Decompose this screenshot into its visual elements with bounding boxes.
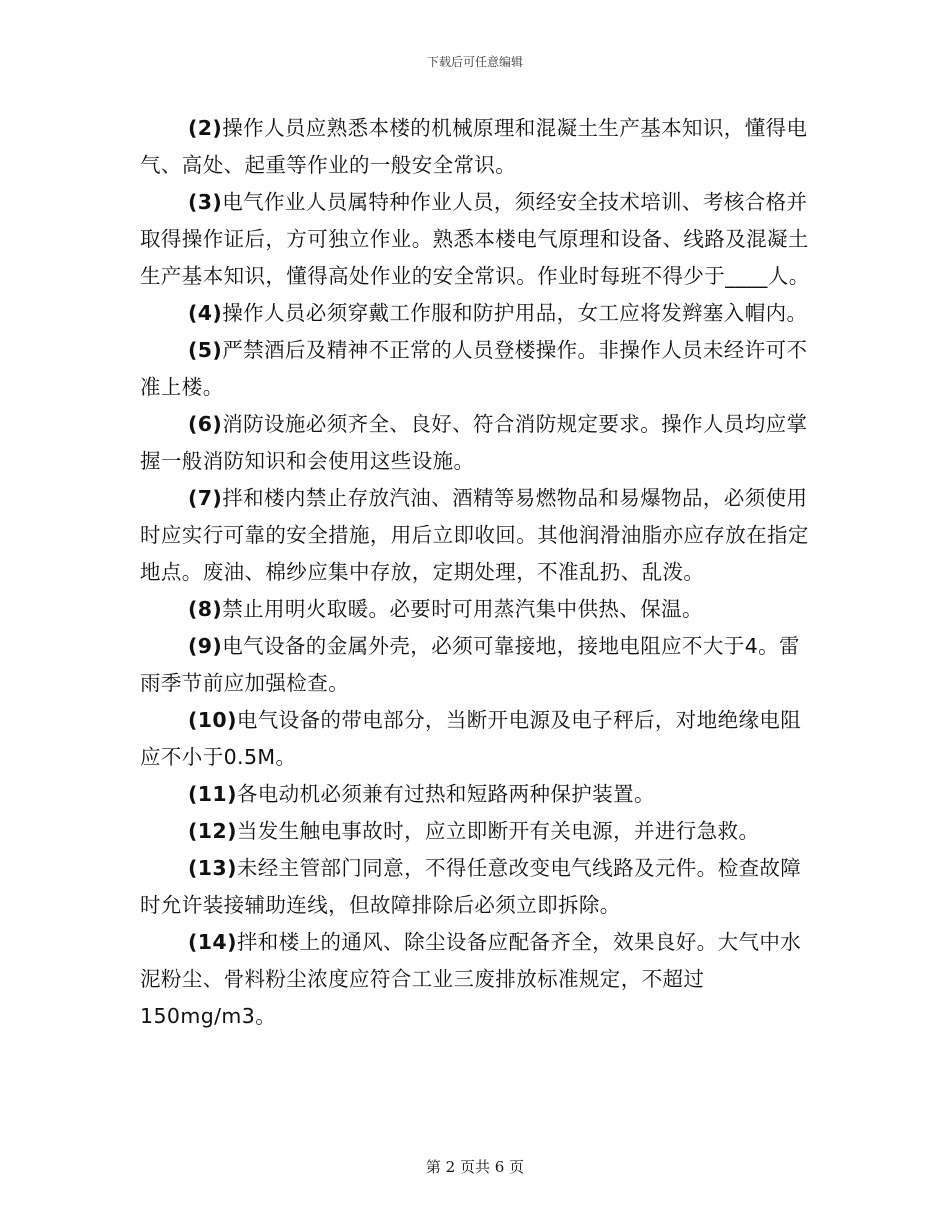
paragraph-text: 拌和楼内禁止存放汽油、酒精等易燃物品和易爆物品，必须使用时应实行可靠的安全措施，用后立即收回。其他润滑油脂亦应存放在指定地点。废油、棉纱应集中存放，定期处理，不准乱扔、乱泼。: [140, 486, 809, 584]
paragraph-text: 当发生触电事故时，应立即断开有关电源，并进行急救。: [236, 819, 760, 843]
paragraph-14: [140, 924, 820, 1035]
document-body: [140, 110, 820, 1035]
page-footer: 第 2 页共 6 页: [425, 1158, 525, 1176]
paragraph-number: (10): [188, 708, 237, 732]
paragraph-12: [140, 813, 820, 850]
paragraph-text: 严禁酒后及精神不正常的人员登楼操作。非操作人员未经许可不准上楼。: [140, 338, 808, 399]
paragraph-number: (12): [188, 819, 237, 843]
paragraph-number: (3): [188, 190, 223, 214]
paragraph-number: (9): [188, 634, 223, 658]
paragraph-number: (8): [188, 597, 223, 621]
paragraph-text: 消防设施必须齐全、良好、符合消防规定要求。操作人员均应掌握一般消防知识和会使用这些设施。: [140, 412, 808, 473]
paragraph-text: 电气设备的金属外壳，必须可靠接地，接地电阻应不大于4。雷雨季节前应加强检查。: [140, 634, 800, 695]
paragraph-text: 电气设备的带电部分，当断开电源及电子秤后，对地绝缘电阻应不小于0.5M。: [140, 708, 802, 769]
paragraph-number: (11): [188, 782, 237, 806]
paragraph-number: (2): [188, 116, 223, 140]
paragraph-13: [140, 850, 820, 924]
paragraph-text: 操作人员必须穿戴工作服和防护用品，女工应将发辫塞入帽内。: [222, 301, 808, 325]
paragraph-10: [140, 702, 820, 776]
paragraph-number: (13): [188, 856, 237, 880]
paragraph-4: [140, 295, 820, 332]
paragraph-text: 拌和楼上的通风、除尘设备应配备齐全，效果良好。大气中水泥粉尘、骨料粉尘浓度应符合工业三废排放标准规定，不超过150mg/m3。: [140, 930, 802, 1028]
paragraph-number: (14): [188, 930, 237, 954]
paragraph-number: (4): [188, 301, 223, 325]
paragraph-6: [140, 406, 820, 480]
paragraph-2: [140, 110, 820, 184]
paragraph-number: (6): [188, 412, 223, 436]
paragraph-text: 未经主管部门同意，不得任意改变电气线路及元件。检查故障时允许装接辅助连线，但故障排除后必须立即拆除。: [140, 856, 802, 917]
page-header: 下载后可任意编辑: [426, 55, 523, 69]
paragraph-number: (7): [188, 486, 223, 510]
paragraph-9: [140, 628, 820, 702]
paragraph-7: [140, 480, 820, 591]
paragraph-3: [140, 184, 820, 295]
paragraph-text: 各电动机必须兼有过热和短路两种保护装置。: [236, 782, 655, 806]
paragraph-number: (5): [188, 338, 223, 362]
paragraph-text: 操作人员应熟悉本楼的机械原理和混凝土生产基本知识，懂得电气、高处、起重等作业的一般安全常识。: [140, 116, 808, 177]
paragraph-text: 禁止用明火取暖。必要时可用蒸汽集中供热、保温。: [222, 597, 703, 621]
paragraph-5: [140, 332, 820, 406]
paragraph-11: [140, 776, 820, 813]
paragraph-text: 电气作业人员属特种作业人员，须经安全技术培训、考核合格并取得操作证后，方可独立作业。熟悉本楼电气原理和设备、线路及混凝土生产基本知识，懂得高处作业的安全常识。作业时每班不得少于____人。: [140, 190, 810, 288]
paragraph-8: [140, 591, 820, 628]
